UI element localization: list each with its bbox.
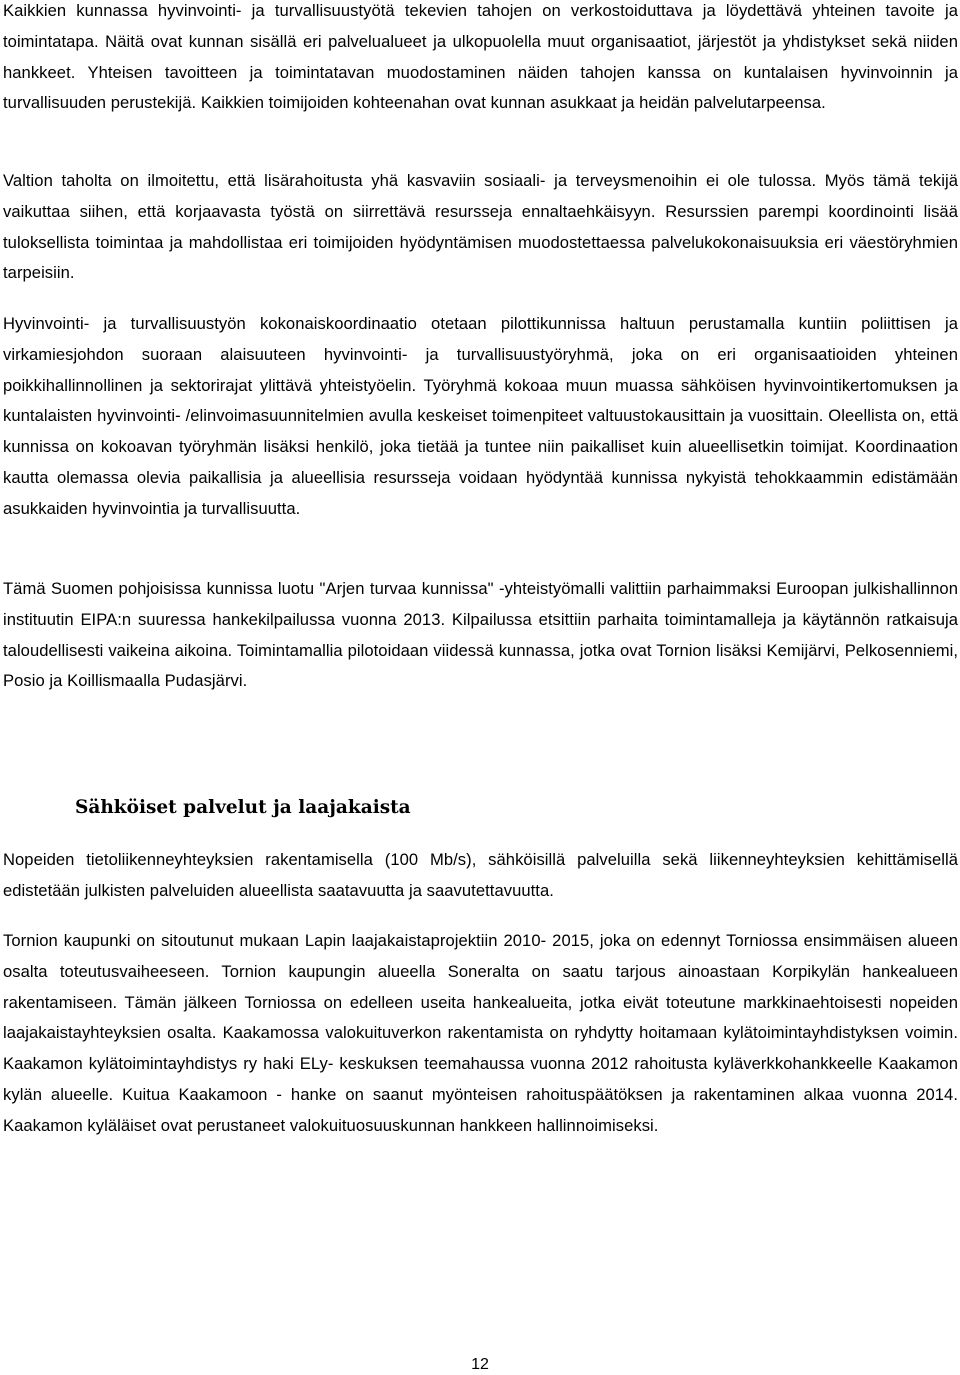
paragraph-coordination: Hyvinvointi- ja turvallisuustyön kokonaiskoordinaatio otetaan pilottikunnissa haltuun perustamalla kuntiin poliittisen ja virkamiesjohdon suoraan alaisuuteen hyvinvointi- ja turvallisuustyöryhmä, joka on eri organisaatioiden yhteinen poikkihallinnollinen ja sektorirajat ylittävä yhteistyöelin. Työryhmä kokoaa muun muassa sähköisen hyvinvointikertomuksen ja kuntalaisten hyvinvointi- /elinvoimasuunnitelmien avulla keskeiset toimenpiteet valtuustokausittain ja vuosittain. Oleellista on, että kunnissa on kokoavan työryhmän lisäksi henkilö, joka tietää ja tuntee niin paikalliset kuin alueellisetkin toimijat. Koordinaation kautta olemassa olevia paikallisia ja alueellisia resursseja voidaan hyödyntää kunnissa nykyistä tehokkaammin edistämään asukkaiden hyvinvointia ja turvallisuutta. — [3, 314, 958, 518]
section-heading: Sähköiset palvelut ja laajakaista — [75, 797, 411, 818]
paragraph-funding: Valtion taholta on ilmoitettu, että lisärahoitusta yhä kasvaviin sosiaali- ja terveysmenoihin ei ole tulossa. Myös tämä tekijä vaikuttaa siihen, että korjaavasta työstä on siirrettävä resursseja ennaltaehkäisyyn. Resurssien parempi koordinointi lisää tuloksellista toimintaa ja mahdollistaa eri toimijoiden hyödyntämisen muodostettaessa palvelukokonaisuuksia eri väestöryhmien tarpeisiin. — [3, 171, 958, 283]
paragraph-broadband-tornio: Tornion kaupunki on sitoutunut mukaan Lapin laajakaistaprojektiin 2010- 2015, joka on edennyt Torniossa ensimmäisen alueen osalta toteutusvaiheeseen. Tornion kaupungin alueella Soneralta on saatu tarjous ainoastaan Korpikylän hankealueen rakentamiseen. Tämän jälkeen Torniossa on edelleen useita hankealueita, jotka eivät toteutune markkinaehtoisesti nopeiden laajakaistayhteyksien osalta. Kaakamossa valokuituverkon rakentamista on ryhdytty hoitamaan kylätoimintayhdistyksen voimin. Kaakamon kylätoimintayhdistys ry haki ELy- keskuksen teemahaussa vuonna 2012 rahoitusta kyläverkkohankkeelle Kaakamon kylän alueelle. Kuitua Kaakamoon - hanke on saanut myönteisen rahoituspäätöksen ja rakentaminen alkaa vuonna 2014. Kaakamon kyläläiset ovat perustaneet valokuituosuuskunnan hankkeen hallinnoimiseksi. — [3, 931, 958, 1135]
page-number: 12 — [471, 1356, 489, 1373]
paragraph-model-award: Tämä Suomen pohjoisissa kunnissa luotu "Arjen turvaa kunnissa" -yhteistyömalli valittiin parhaimmaksi Euroopan julkishallinnon instituutin EIPA:n suuressa hankekilpailussa vuonna 2013. Kilpailussa etsittiin parhaita toimintamalleja ja käytännön ratkaisuja taloudellisesti vaikeina aikoina. Toimintamallia pilotoidaan viidessä kunnassa, jotka ovat Tornion lisäksi Kemijärvi, Pelkosenniemi, Posio ja Koillismaalla Pudasjärvi. — [3, 579, 958, 691]
paragraph-networking: Kaikkien kunnassa hyvinvointi- ja turvallisuustyötä tekevien tahojen on verkostoiduttava ja löydettävä yhteinen tavoite ja toimintatapa. Näitä ovat kunnan sisällä eri palvelualueet ja ulkopuolella muut organisaatiot, järjestöt ja yhdistykset sekä niiden hankkeet. Yhteisen tavoitteen ja toimintatavan muodostaminen näiden tahojen kanssa on kuntalaisen hyvinvoinnin ja turvallisuuden perustekijä. Kaikkien toimijoiden kohteenahan ovat kunnan asukkaat ja heidän palvelutarpeensa. — [3, 1, 958, 113]
paragraph-broadband-intro: Nopeiden tietoliikenneyhteyksien rakentamisella (100 Mb/s), sähköisillä palveluilla sekä liikenneyhteyksien kehittämisellä edistetään julkisten palveluiden alueellista saatavuutta ja saavutettavuutta. — [3, 850, 958, 900]
